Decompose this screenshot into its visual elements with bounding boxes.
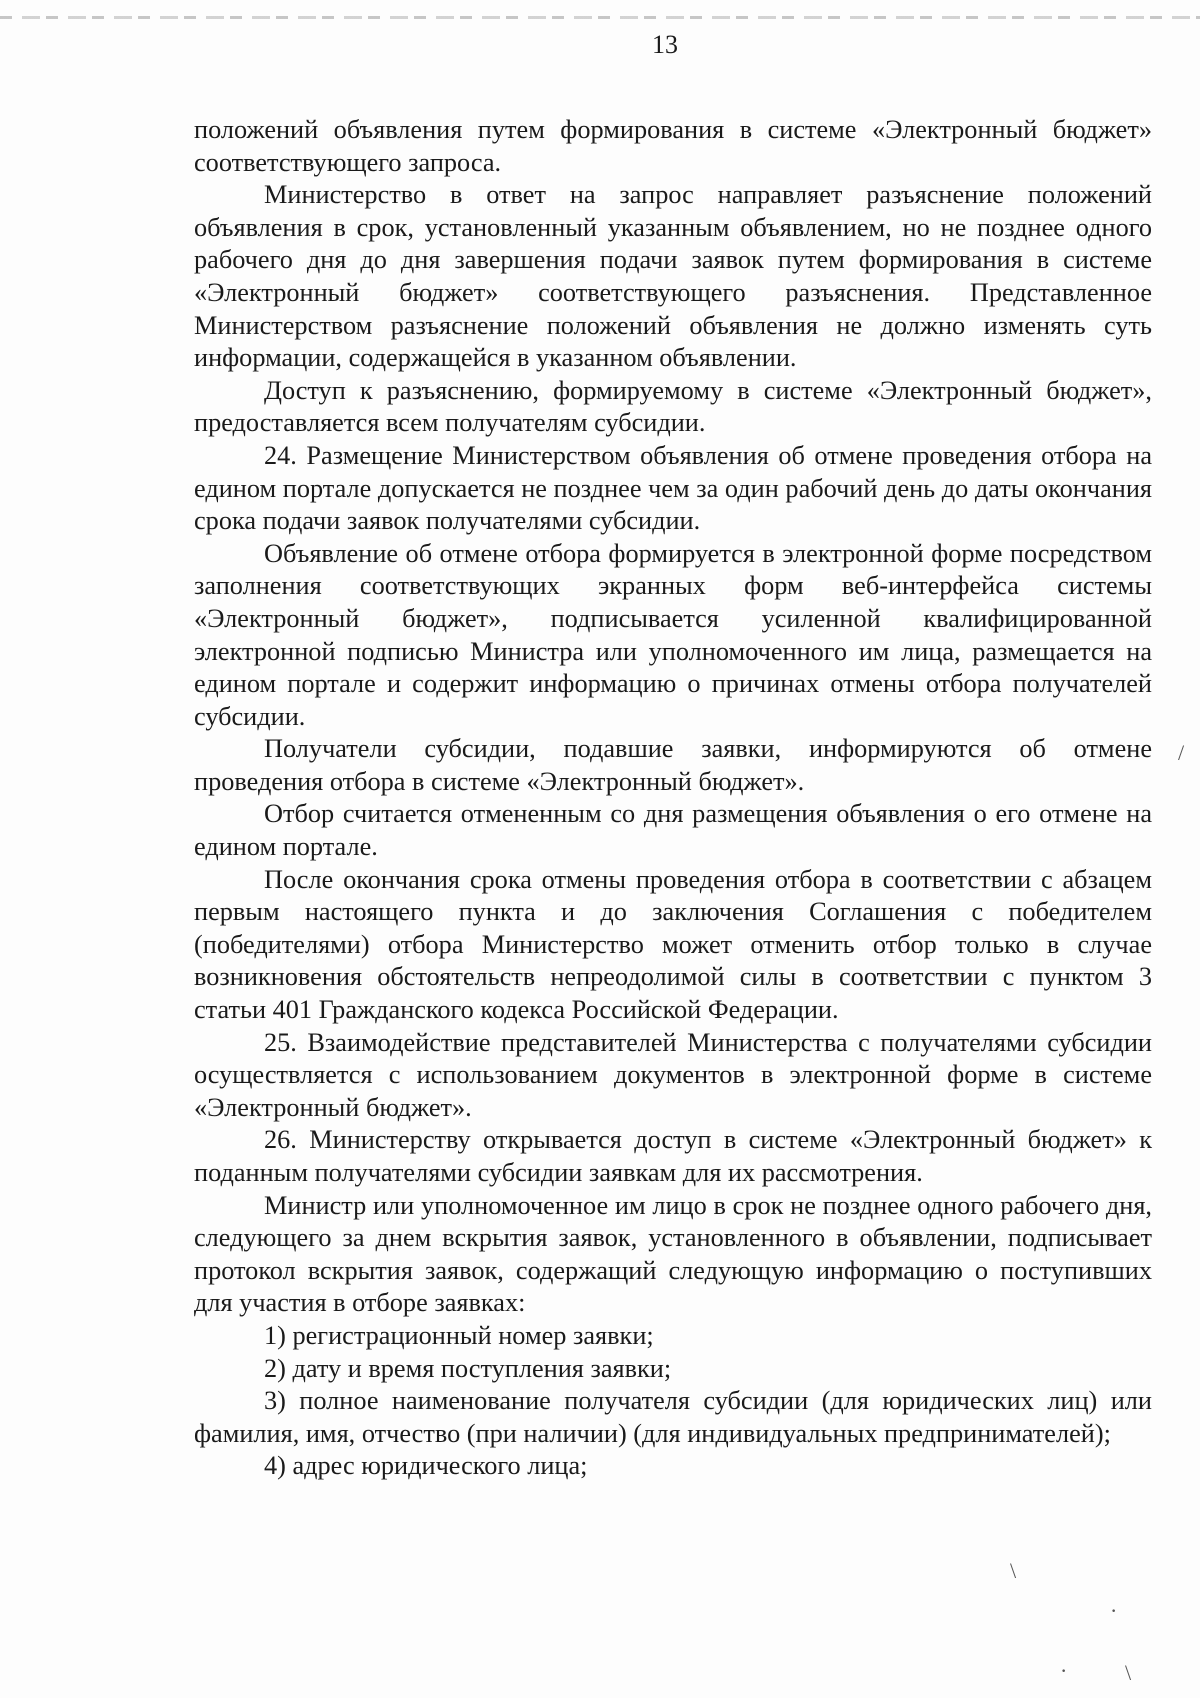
paragraph: Получатели субсидии, подавшие заявки, информируются об отмене проведения отбора в системе «Электронный бюджет». bbox=[194, 734, 1152, 796]
page-number: 13 bbox=[652, 30, 678, 59]
list-item: 4) адрес юридического лица; bbox=[264, 1451, 588, 1481]
paragraph: Доступ к разъяснению, формируемому в системе «Электронный бюджет», предоставляется всем получателям субсидии. bbox=[194, 375, 1152, 438]
paragraph: 25. Взаимодействие представителей Министерства с получателями субсидии осуществляется с использованием документов в электронной форме в системе «Электронный бюджет». bbox=[194, 1027, 1152, 1122]
list-item: 2) дату и время поступления заявки; bbox=[264, 1353, 672, 1383]
list-item: 3) полное наименование получателя субсидии (для юридических лиц) или фамилия, имя, отчество (при наличии) (для индивидуальных предпринимателей); bbox=[194, 1386, 1152, 1448]
paragraph: После окончания срока отмены проведения отбора в соответствии с абзацем первым настоящего пункта и до заключения Соглашения с победителем (победителями) отбора Министерство может отменить отбор только в случае возникновения обстоятельств непреодолимой силы в соответствии с пунктом 3 статьи 401 Гражданского кодекса Российской Федерации. bbox=[194, 864, 1152, 1025]
paragraph: положений объявления путем формирования в системе «Электронный бюджет» соответствующего запроса. bbox=[194, 115, 1152, 177]
scan-edge-line bbox=[0, 16, 1200, 19]
list-item: 1) регистрационный номер заявки; bbox=[264, 1320, 654, 1350]
scan-artifact-mark: / bbox=[1178, 740, 1185, 765]
paragraph: Отбор считается отмененным со дня размещения объявления о его отмене на едином портале. bbox=[194, 799, 1152, 862]
document-body bbox=[194, 114, 1152, 1483]
scan-artifact-mark: · bbox=[1060, 1658, 1068, 1683]
scan-artifact-mark: · bbox=[1110, 1598, 1118, 1623]
paragraph: 26. Министерству открывается доступ в системе «Электронный бюджет» к поданным получателями субсидии заявкам для их рассмотрения. bbox=[194, 1125, 1152, 1187]
scan-artifact-mark: \ bbox=[1010, 1558, 1017, 1583]
paragraph: Министерство в ответ на запрос направляет разъяснение положений объявления в срок, установленный указанным объявлением, но не позднее одного рабочего дня до дня завершения подачи заявок путем формирования в системе «Электронный бюджет» соответствующего разъяснения. Представленное Министерством разъяснение положений объявления не должно изменять суть информации, содержащейся в указанном объявлении. bbox=[194, 180, 1152, 373]
paragraph: Министр или уполномоченное им лицо в срок не позднее одного рабочего дня, следующего за днем вскрытия заявок, установленного в объявлении, подписывает протокол вскрытия заявок, содержащий следующую информацию о поступивших для участия в отборе заявках: bbox=[194, 1190, 1152, 1318]
scan-artifact-mark: \ bbox=[1125, 1660, 1132, 1685]
paragraph: 24. Размещение Министерством объявления об отмене проведения отбора на едином портале допускается не позднее чем за один рабочий день до даты окончания срока подачи заявок получателями субсидии. bbox=[194, 440, 1152, 536]
paragraph: Объявление об отмене отбора формируется в электронной форме посредством заполнения соответствующих экранных форм веб-интерфейса системы «Электронный бюджет», подписывается усиленной квалифицированной электронной подписью Министра или уполномоченного им лица, размещается на едином портале и содержит информацию о причинах отмены отбора получателей субсидии. bbox=[194, 538, 1152, 731]
